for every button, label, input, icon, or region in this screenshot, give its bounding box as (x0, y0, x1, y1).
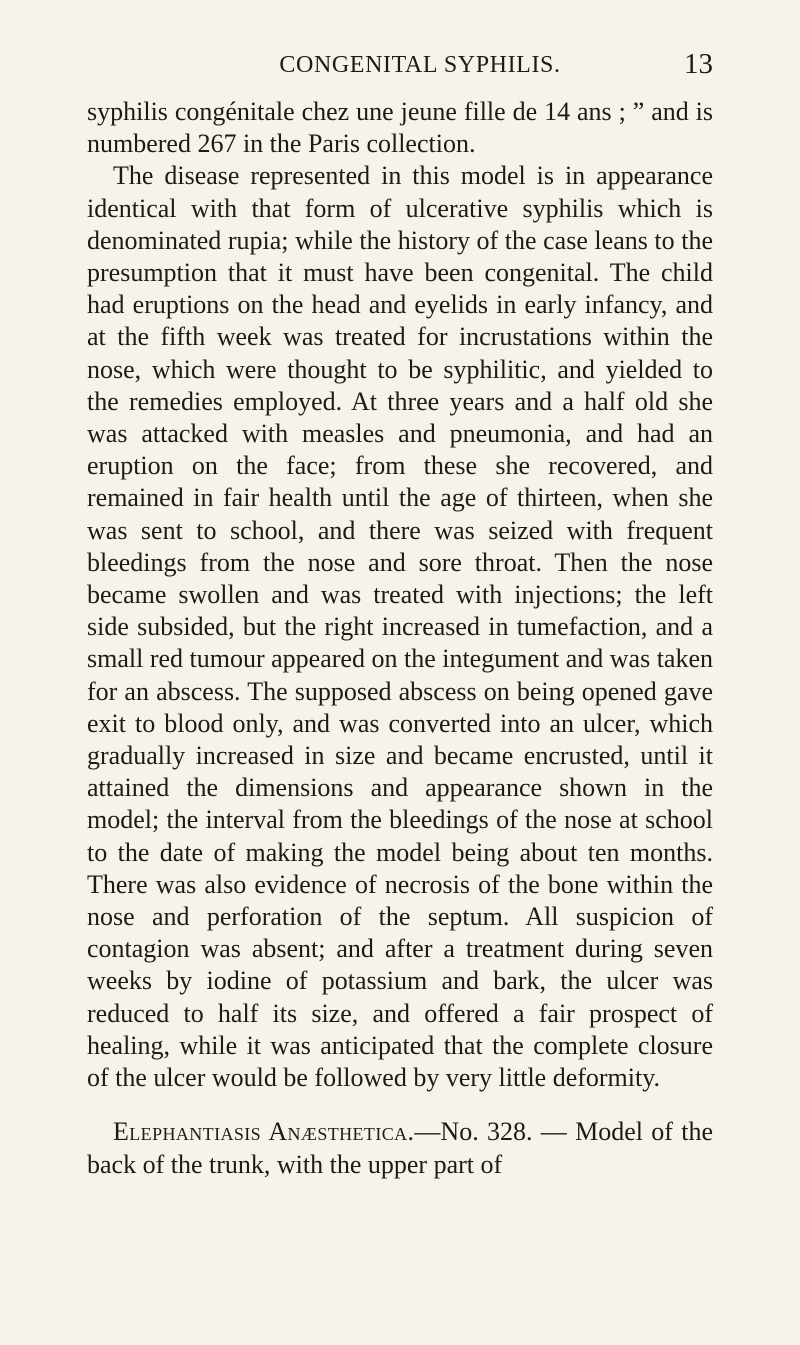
running-title: CONGENITAL SYPHILIS. (279, 52, 561, 78)
entry-text: —No. 328. — Model of the back of the trunk, with the upper part of (87, 1117, 713, 1179)
entry-heading: Elephantiasis Anæsthetica. (113, 1117, 415, 1147)
body-text (87, 96, 713, 1181)
running-head (87, 0, 713, 96)
paragraph-case-history: The disease represented in this model is in appearance identical with that form of ulcerative syphilis which is denominated rupia; while the history of the case leans to the presumption that it must have been congenital. The child had eruptions on the head and eyelids in early infancy, and at the fifth week was treated for incrustations within the nose, which were thought to be syphilitic, and yielded to the remedies employed. At three years and a half old she was attacked with measles and pneumonia, and had an eruption on the face; from these she recovered, and remained in fair health until the age of thirteen, when she was sent to school, and there was seized with frequent bleedings from the nose and sore throat. Then the nose became swollen and was treated with injections; the left side subsided, but the right increased in tumefaction, and a small red tumour appeared on the integument and was taken for an abscess. The supposed abscess on being opened gave exit to blood only, and was converted into an ulcer, which gradually increased in size and became encrusted, until it attained the dimensions and appearance shown in the model; the interval from the bleedings of the nose at school to the date of making the model being about ten months. There was also evidence of necrosis of the bone within the nose and perforation of the septum. All suspicion of contagion was absent; and after a treatment during seven weeks by iodine of potassium and bark, the ulcer was reduced to half its size, and offered a fair prospect of healing, while it was anticipated that the complete closure of the ulcer would be followed by very little deformity. (87, 161, 713, 1093)
page-number: 13 (684, 48, 713, 80)
paragraph-next-entry (87, 1116, 713, 1180)
paragraph-continuation: syphilis congénitale chez une jeune fille de 14 ans ; ” and is numbered 267 in the Paris collection. (87, 97, 713, 159)
